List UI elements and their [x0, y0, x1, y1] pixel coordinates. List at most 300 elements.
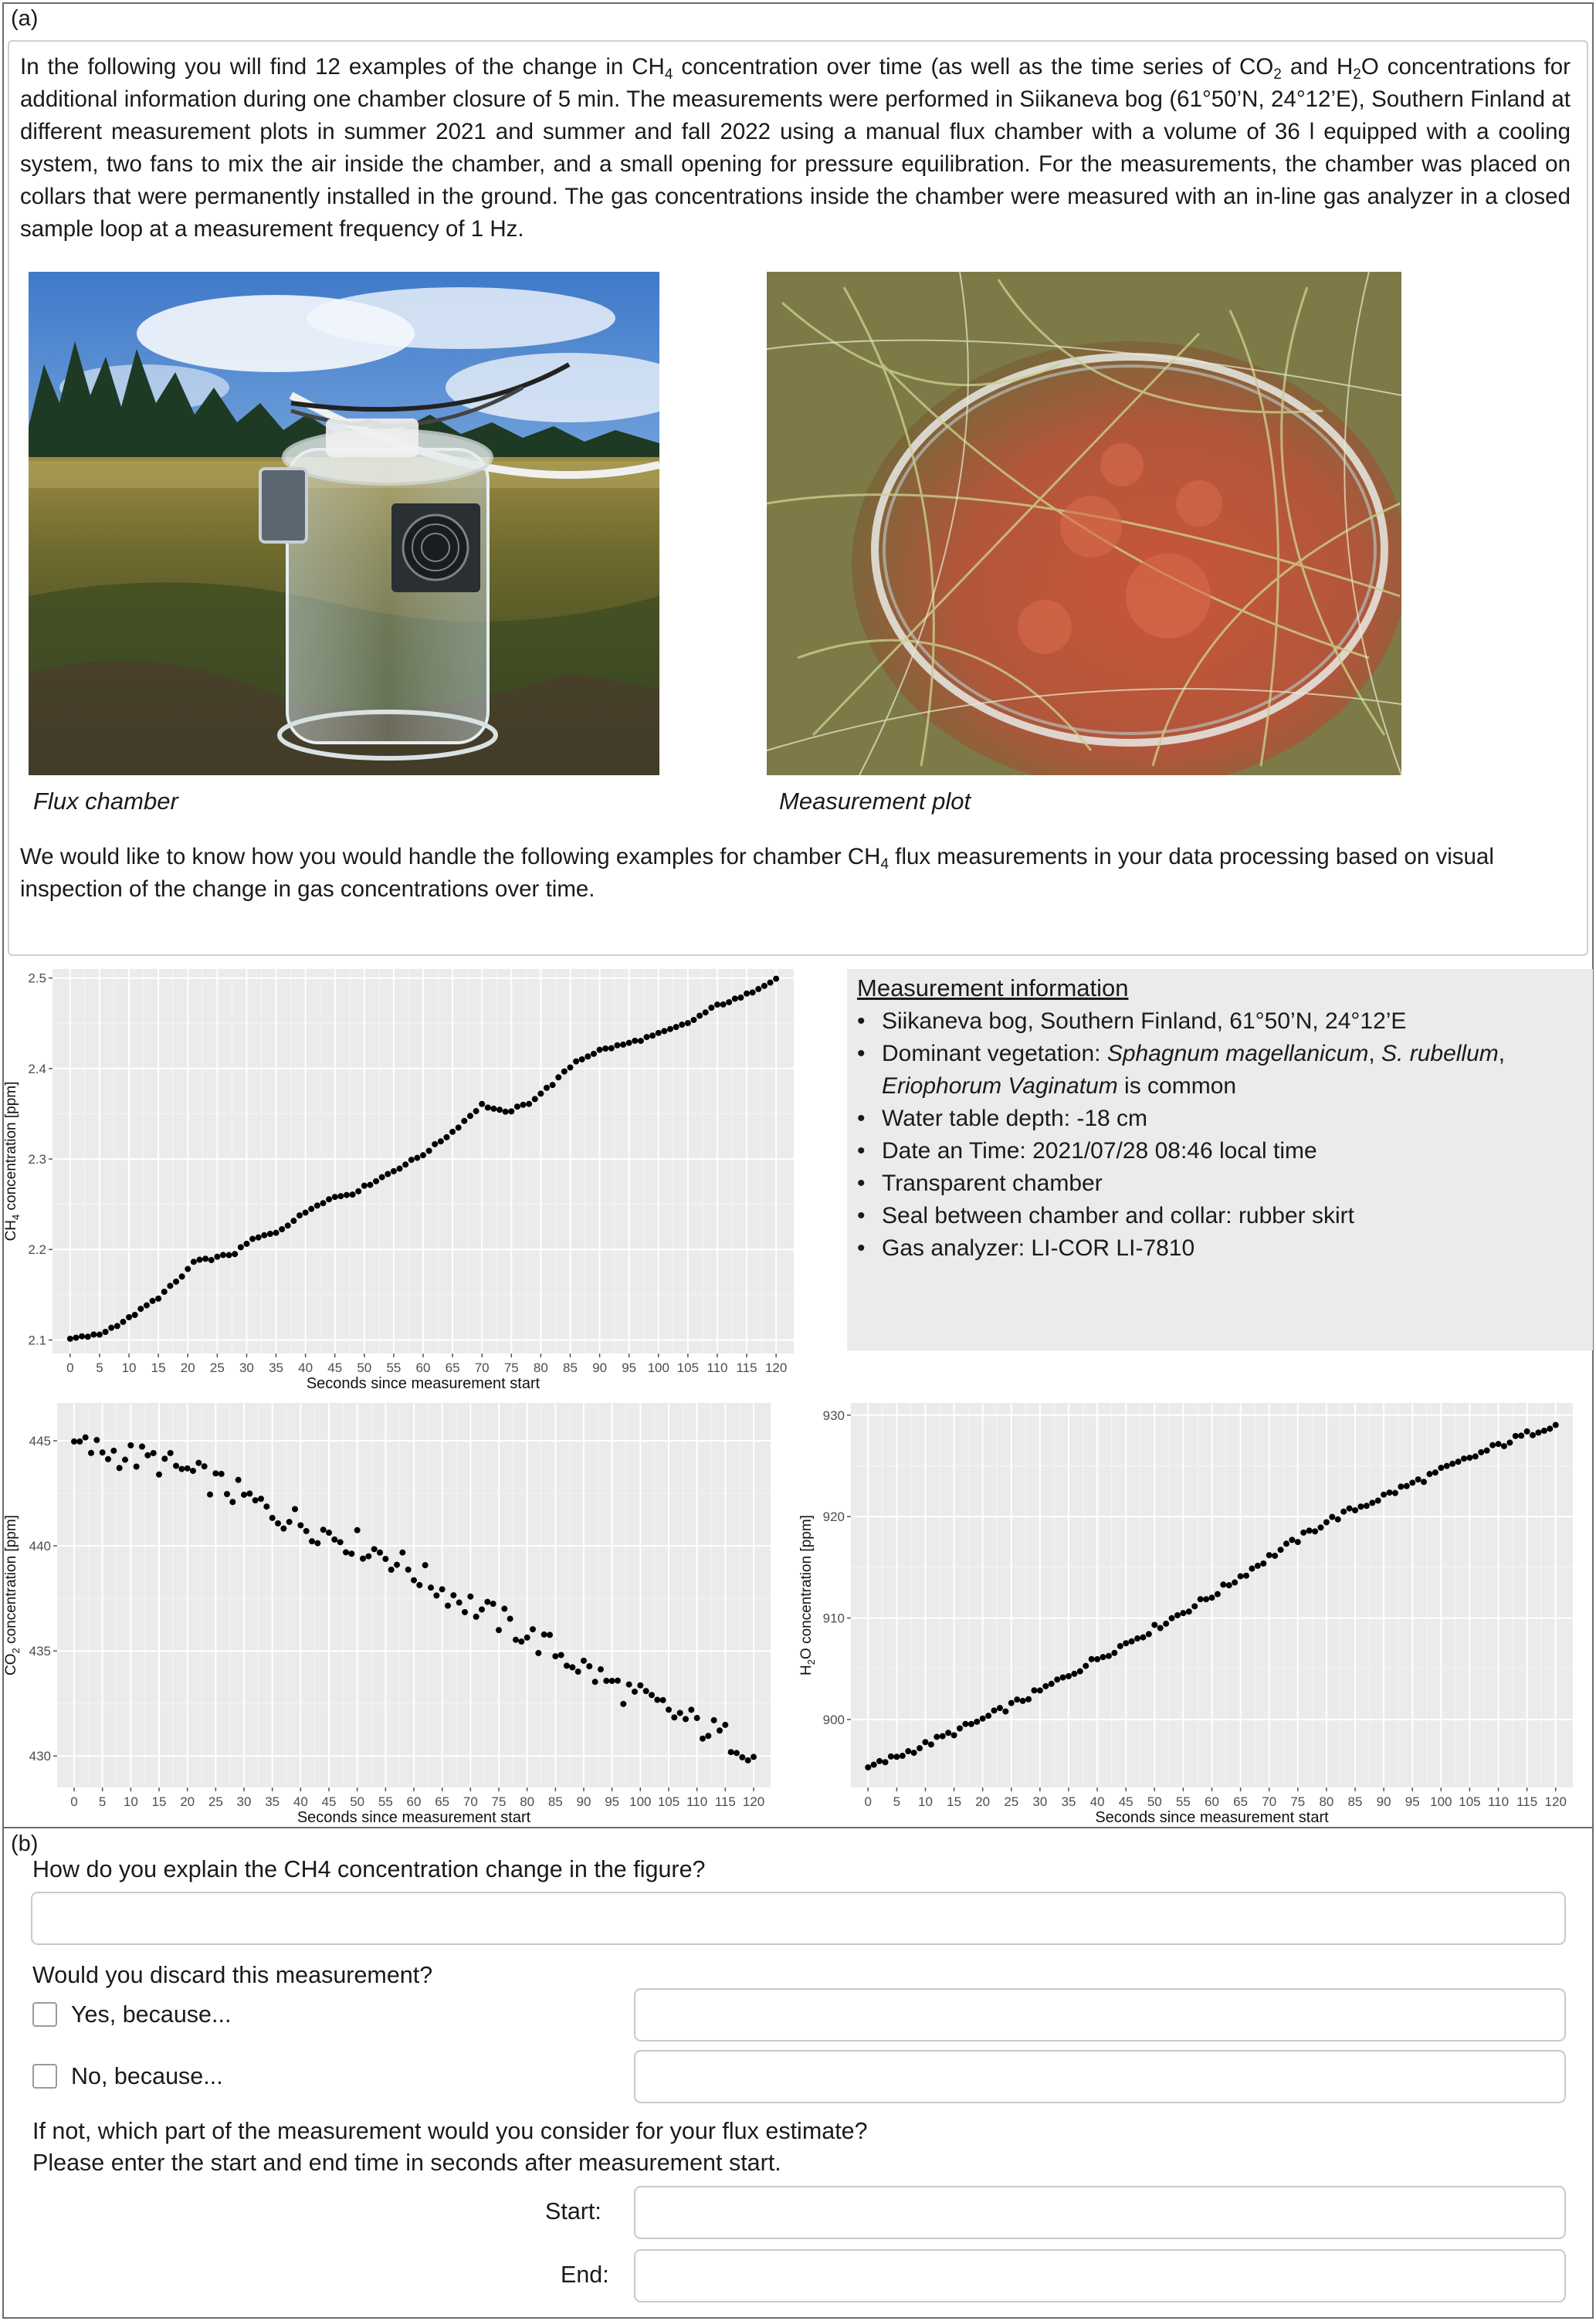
co2-data-point — [371, 1546, 378, 1552]
h2o-data-point — [1506, 1439, 1513, 1445]
start-label: Start: — [545, 2198, 601, 2224]
ch4-data-point — [744, 991, 750, 997]
h2o-data-point — [1089, 1656, 1095, 1662]
ch4-x-tick-label: 45 — [327, 1360, 343, 1375]
co2-data-point — [722, 1722, 728, 1728]
h2o-x-tick-label: 100 — [1430, 1794, 1452, 1809]
h2o-x-tick-label: 50 — [1147, 1794, 1162, 1809]
h2o-data-point — [1329, 1514, 1335, 1520]
co2-data-point — [615, 1678, 621, 1684]
ch4-data-point — [473, 1108, 479, 1114]
co2-data-point — [394, 1562, 400, 1568]
ch4-data-point — [561, 1069, 568, 1075]
co2-data-point — [110, 1448, 117, 1454]
ch4-data-point — [626, 1040, 632, 1046]
info-vegetation: • Dominant vegetation: Sphagnum magellanicum, S. rubellum, Eriophorum Vaginatum is common — [856, 1038, 1574, 1103]
h2o-data-point — [1295, 1539, 1301, 1545]
co2-data-point — [229, 1499, 236, 1505]
ch4-data-point — [126, 1314, 132, 1320]
h2o-data-point — [1025, 1696, 1032, 1703]
co2-data-point — [134, 1463, 140, 1469]
h2o-data-point — [1226, 1582, 1232, 1588]
ch4-data-point — [232, 1251, 238, 1257]
ch4-data-point — [308, 1206, 314, 1212]
yes-reason-input[interactable] — [634, 1988, 1566, 2041]
h2o-data-point — [917, 1745, 923, 1751]
co2-data-point — [479, 1606, 485, 1612]
h2o-y-tick-label: 900 — [822, 1712, 845, 1727]
co2-data-point — [609, 1678, 615, 1684]
co2-data-point — [195, 1460, 202, 1466]
co2-data-point — [388, 1567, 395, 1573]
co2-x-tick-label: 70 — [463, 1794, 478, 1809]
h2o-data-point — [1444, 1463, 1450, 1469]
h2o-data-point — [1157, 1625, 1164, 1631]
h2o-data-point — [957, 1725, 963, 1731]
ch4-data-point — [385, 1171, 391, 1177]
h2o-x-tick-label: 55 — [1175, 1794, 1191, 1809]
ch4-data-point — [108, 1325, 114, 1331]
co2-data-point — [734, 1750, 740, 1756]
ch4-x-tick-label: 65 — [445, 1360, 460, 1375]
co2-data-point — [717, 1727, 723, 1733]
no-checkbox[interactable] — [32, 2064, 57, 2089]
ch4-x-tick-label: 120 — [764, 1360, 788, 1375]
h2o-data-point — [1123, 1640, 1129, 1646]
ch4-data-point — [608, 1045, 615, 1052]
ch4-x-tick-label: 30 — [239, 1360, 254, 1375]
co2-data-point — [360, 1556, 366, 1562]
co2-x-tick-label: 85 — [547, 1794, 563, 1809]
ch4-data-point — [685, 1020, 691, 1026]
ch4-data-point — [496, 1106, 503, 1113]
ch4-data-point — [344, 1192, 350, 1198]
h2o-data-point — [1375, 1497, 1381, 1503]
co2-data-point — [513, 1637, 519, 1643]
section-a-label: (a) — [11, 6, 39, 31]
co2-data-point — [219, 1471, 225, 1477]
h2o-data-point — [900, 1753, 906, 1759]
co2-data-point — [473, 1614, 479, 1620]
h2o-data-point — [1060, 1675, 1066, 1681]
co2-x-tick-label: 120 — [742, 1794, 765, 1809]
co2-data-point — [139, 1444, 145, 1450]
ch4-data-point — [226, 1252, 232, 1259]
h2o-data-point — [888, 1753, 894, 1760]
co2-data-point — [105, 1456, 111, 1462]
ch4-data-point — [443, 1134, 449, 1140]
outro-text: We would like to know how you would handle the following examples for chamber $CH_4$ flux measurements in your data processing based on visual inspection of the change in gas concentrations over time. — [20, 844, 1494, 902]
co2-data-point — [258, 1496, 264, 1502]
h2o-data-point — [1398, 1483, 1404, 1489]
ch4-data-point — [420, 1152, 426, 1158]
co2-data-point — [558, 1652, 564, 1658]
ch4-x-tick-label: 110 — [707, 1360, 728, 1375]
ch4-data-point — [191, 1259, 197, 1265]
co2-x-tick-label: 25 — [208, 1794, 223, 1809]
ch4-data-point — [150, 1298, 156, 1304]
ch4-data-point — [537, 1090, 544, 1096]
co2-data-point — [144, 1452, 151, 1459]
h2o-data-point — [1306, 1527, 1313, 1533]
h2o-data-point — [1037, 1687, 1043, 1693]
co2-data-point — [382, 1556, 388, 1562]
flux-chamber-photo — [29, 272, 659, 775]
h2o-x-tick-label: 25 — [1004, 1794, 1019, 1809]
co2-data-point — [666, 1706, 672, 1713]
h2o-data-point — [1151, 1621, 1157, 1628]
section-b-label: (b) — [11, 1831, 39, 1856]
ch4-data-point — [367, 1182, 373, 1188]
ch4-data-point — [690, 1017, 696, 1023]
ch4-data-point — [220, 1252, 226, 1258]
ch4-x-tick-label: 35 — [269, 1360, 283, 1375]
ch4-data-point — [720, 1001, 727, 1008]
co2-x-tick-label: 0 — [70, 1794, 78, 1809]
co2-data-point — [314, 1540, 320, 1547]
ch4-data-point — [514, 1103, 520, 1110]
ch4-data-point — [726, 999, 732, 1005]
ch4-data-point — [273, 1230, 280, 1236]
co2-x-tick-label: 35 — [265, 1794, 280, 1809]
ch4-x-tick-label: 10 — [121, 1360, 137, 1375]
h2o-data-point — [1066, 1673, 1072, 1679]
co2-data-point — [405, 1567, 412, 1573]
co2-data-point — [297, 1522, 303, 1528]
ch4-y-tick-label: 2.4 — [28, 1061, 46, 1076]
h2o-data-point — [893, 1753, 900, 1760]
co2-data-point — [292, 1506, 298, 1513]
ch4-data-point — [249, 1236, 256, 1242]
info-water-table: • Water table depth: -18 cm — [856, 1103, 1574, 1135]
h2o-data-point — [1535, 1429, 1541, 1435]
co2-data-point — [156, 1472, 162, 1478]
h2o-data-point — [951, 1732, 957, 1738]
no-reason-input[interactable] — [634, 2050, 1566, 2103]
yes-checkbox[interactable] — [32, 2002, 57, 2027]
co2-data-point — [711, 1717, 717, 1723]
ch4-data-point — [414, 1155, 420, 1161]
co2-data-point — [490, 1601, 496, 1607]
h2o-data-point — [968, 1721, 974, 1727]
co2-data-point — [117, 1465, 123, 1471]
co2-data-point — [411, 1577, 417, 1584]
ch4-data-point — [402, 1161, 408, 1167]
ch4-data-point — [438, 1138, 444, 1144]
ch4-data-point — [320, 1200, 326, 1206]
ch4-concentration-chart — [0, 961, 803, 1394]
co2-y-axis-label: $CO_2$ concentration [ppm] — [3, 1515, 22, 1676]
h2o-data-point — [1220, 1581, 1226, 1587]
ch4-data-point — [656, 1030, 662, 1036]
h2o-x-tick-label: 35 — [1061, 1794, 1076, 1809]
co2-data-point — [501, 1606, 507, 1612]
co2-data-point — [660, 1697, 666, 1703]
h2o-data-point — [1547, 1425, 1553, 1432]
co2-data-point — [507, 1616, 513, 1622]
co2-data-point — [450, 1592, 456, 1598]
h2o-data-point — [1266, 1552, 1272, 1558]
ch4-y-axis-label: $CH_4$ concentration [ppm] — [3, 1081, 22, 1242]
ch4-data-point — [397, 1166, 403, 1172]
co2-data-point — [694, 1715, 700, 1721]
intro-text: In the following you will find 12 examples of the change in $CH_4$ concentration over time (as well as the time series of $CO_2$ and $H_2O$ concentrations for additional information during one chamber closure of 5 min. The measurements were performed in Siikaneva bog (61°50’N, 24°12’E), Southern Finland at different measurement plots in summer 2021 and summer and fall 2022 using a manual flux chamber with a volume of 36 l equipped with a cooling system, two fans to mix the air inside the chamber, and a small opening for pressure equilibration. For the measurements, the chamber was placed on collars that were permanently installed in the ground. The gas concentrations inside the chamber were measured with an in-line gas analyzer in a closed sample loop at a measurement frequency of 1 Hz. — [20, 54, 1571, 242]
co2-x-tick-label: 15 — [151, 1794, 167, 1809]
h2o-x-tick-label: 15 — [947, 1794, 962, 1809]
co2-x-tick-label: 50 — [350, 1794, 365, 1809]
ch4-data-point — [597, 1047, 603, 1053]
ch4-data-point — [408, 1157, 415, 1163]
h2o-data-point — [1249, 1566, 1255, 1572]
ch4-x-tick-label: 25 — [209, 1360, 225, 1375]
co2-x-tick-label: 95 — [605, 1794, 620, 1809]
h2o-data-point — [1369, 1499, 1375, 1506]
co2-data-point — [751, 1753, 757, 1760]
co2-data-point — [303, 1528, 310, 1534]
ch4-data-point — [350, 1191, 356, 1198]
co2-x-tick-label: 65 — [435, 1794, 450, 1809]
co2-data-point — [151, 1450, 157, 1456]
h2o-data-point — [1501, 1443, 1507, 1449]
co2-data-point — [547, 1631, 553, 1638]
h2o-data-point — [1513, 1433, 1519, 1439]
co2-data-point — [127, 1442, 134, 1449]
co2-data-point — [241, 1492, 247, 1498]
end-time-input[interactable] — [634, 2249, 1566, 2302]
h2o-data-point — [1100, 1654, 1106, 1660]
ch4-data-point — [202, 1255, 208, 1262]
ch4-y-tick-label: 2.1 — [28, 1333, 46, 1348]
ch4-data-point — [532, 1096, 538, 1102]
flux-chamber-caption: Flux chamber — [33, 788, 178, 815]
co2-data-point — [224, 1491, 230, 1497]
ch4-x-tick-label: 80 — [533, 1360, 548, 1375]
co2-x-tick-label: 60 — [406, 1794, 422, 1809]
h2o-data-point — [1191, 1603, 1198, 1609]
h2o-x-tick-label: 0 — [864, 1794, 872, 1809]
ch4-data-point — [696, 1012, 703, 1018]
start-time-input[interactable] — [634, 2186, 1566, 2239]
ch4-data-point — [503, 1109, 509, 1115]
h2o-data-point — [1530, 1432, 1536, 1438]
h2o-data-point — [1317, 1524, 1323, 1530]
h2o-data-point — [1449, 1461, 1455, 1467]
ch4-data-point — [137, 1306, 144, 1312]
h2o-y-tick-label: 920 — [822, 1509, 845, 1525]
co2-x-tick-label: 110 — [686, 1794, 708, 1809]
explain-input[interactable] — [31, 1892, 1566, 1945]
ch4-data-point — [585, 1053, 591, 1059]
h2o-data-point — [1432, 1469, 1438, 1476]
h2o-data-point — [1272, 1553, 1278, 1559]
info-location: • Siikaneva bog, Southern Finland, 61°50’N, 24°12’E — [856, 1005, 1574, 1038]
co2-data-point — [161, 1455, 168, 1462]
co2-x-axis-label: Seconds since measurement start — [296, 1809, 531, 1826]
h2o-data-point — [1020, 1698, 1026, 1704]
measurement-plot-photo — [767, 272, 1401, 775]
h2o-data-point — [871, 1762, 877, 1768]
ch4-x-tick-label: 100 — [647, 1360, 669, 1375]
h2o-x-tick-label: 60 — [1205, 1794, 1219, 1809]
yes-label: Yes, because... — [71, 2001, 232, 2028]
h2o-x-tick-label: 115 — [1516, 1794, 1538, 1809]
co2-data-point — [365, 1554, 371, 1560]
co2-data-point — [745, 1757, 751, 1764]
ch4-data-point — [120, 1319, 126, 1325]
ch4-x-tick-label: 55 — [386, 1360, 402, 1375]
h2o-data-point — [1541, 1428, 1547, 1434]
h2o-data-point — [1461, 1455, 1467, 1462]
ch4-data-point — [761, 983, 768, 989]
h2o-data-point — [883, 1759, 889, 1765]
h2o-concentration-chart — [795, 1390, 1596, 1826]
h2o-data-point — [1300, 1530, 1306, 1536]
co2-data-point — [343, 1549, 349, 1555]
ch4-data-point — [579, 1056, 585, 1062]
h2o-data-point — [865, 1764, 871, 1770]
ch4-x-tick-label: 20 — [180, 1360, 195, 1375]
co2-data-point — [337, 1539, 344, 1545]
co2-data-point — [728, 1749, 734, 1755]
co2-data-point — [348, 1550, 354, 1557]
question-interval-line1: If not, which part of the measurement would you consider for your flux estimate? — [32, 2118, 868, 2144]
ch4-data-point — [620, 1042, 626, 1048]
ch4-data-point — [602, 1045, 608, 1052]
h2o-x-tick-label: 105 — [1459, 1794, 1481, 1809]
co2-x-tick-label: 20 — [180, 1794, 195, 1809]
ch4-data-point — [290, 1218, 296, 1224]
ch4-data-point — [238, 1244, 244, 1250]
h2o-data-point — [928, 1741, 934, 1747]
ch4-data-point — [314, 1202, 320, 1208]
h2o-x-tick-label: 30 — [1032, 1794, 1048, 1809]
h2o-data-point — [1381, 1492, 1387, 1498]
ch4-data-point — [214, 1254, 220, 1260]
h2o-data-point — [1484, 1448, 1490, 1454]
co2-data-point — [462, 1609, 468, 1615]
co2-data-point — [552, 1653, 558, 1659]
h2o-data-point — [1054, 1676, 1060, 1682]
h2o-x-tick-label: 95 — [1405, 1794, 1420, 1809]
h2o-x-tick-label: 75 — [1290, 1794, 1306, 1809]
co2-x-tick-label: 55 — [378, 1794, 393, 1809]
ch4-y-tick-label: 2.2 — [28, 1242, 46, 1258]
co2-data-point — [467, 1594, 473, 1600]
h2o-data-point — [1163, 1621, 1169, 1627]
co2-data-point — [286, 1519, 293, 1525]
co2-data-point — [207, 1492, 213, 1498]
h2o-data-point — [1409, 1479, 1415, 1486]
ch4-data-point — [361, 1183, 368, 1189]
ch4-x-tick-label: 50 — [357, 1360, 372, 1375]
co2-data-point — [76, 1438, 83, 1445]
ch4-data-point — [520, 1102, 527, 1108]
ch4-data-point — [673, 1024, 679, 1030]
co2-data-point — [569, 1664, 575, 1670]
ch4-data-point — [185, 1266, 191, 1272]
ch4-data-point — [79, 1333, 85, 1340]
co2-data-point — [541, 1631, 547, 1638]
co2-x-tick-label: 100 — [629, 1794, 652, 1809]
h2o-data-point — [1209, 1594, 1215, 1601]
co2-x-tick-label: 45 — [321, 1794, 337, 1809]
co2-data-point — [586, 1663, 592, 1669]
h2o-data-point — [1117, 1643, 1123, 1649]
ch4-data-point — [267, 1231, 273, 1237]
h2o-x-tick-label: 40 — [1089, 1794, 1105, 1809]
h2o-data-point — [1077, 1669, 1083, 1675]
h2o-data-point — [980, 1716, 986, 1722]
ch4-data-point — [85, 1333, 91, 1340]
h2o-x-tick-label: 70 — [1262, 1794, 1277, 1809]
ch4-data-point — [355, 1188, 361, 1194]
co2-data-point — [535, 1650, 541, 1656]
ch4-data-point — [632, 1038, 638, 1044]
ch4-data-point — [379, 1174, 385, 1181]
ch4-x-tick-label: 40 — [298, 1360, 313, 1375]
info-chamber: • Transparent chamber — [856, 1167, 1574, 1200]
ch4-data-point — [337, 1193, 344, 1199]
h2o-data-point — [997, 1705, 1003, 1711]
co2-data-point — [581, 1658, 587, 1664]
co2-data-point — [456, 1600, 463, 1606]
h2o-data-point — [1553, 1422, 1559, 1428]
ch4-x-tick-label: 75 — [503, 1360, 519, 1375]
ch4-data-point — [703, 1009, 709, 1015]
co2-data-point — [252, 1497, 259, 1503]
h2o-data-point — [1489, 1442, 1496, 1449]
co2-data-point — [445, 1603, 451, 1609]
ch4-data-point — [243, 1241, 249, 1247]
co2-data-point — [637, 1682, 643, 1689]
h2o-data-point — [985, 1713, 991, 1719]
h2o-data-point — [1438, 1465, 1444, 1471]
h2o-data-point — [1002, 1709, 1008, 1715]
co2-data-point — [320, 1526, 327, 1533]
co2-data-point — [654, 1696, 660, 1703]
co2-data-point — [564, 1662, 570, 1669]
no-label: No, because... — [71, 2063, 223, 2089]
ch4-x-tick-label: 15 — [151, 1360, 166, 1375]
ch4-data-point — [326, 1196, 332, 1202]
co2-x-tick-label: 115 — [714, 1794, 736, 1809]
ch4-data-point — [567, 1064, 573, 1070]
co2-data-point — [178, 1466, 185, 1472]
h2o-data-point — [940, 1733, 946, 1740]
co2-x-tick-label: 40 — [293, 1794, 308, 1809]
h2o-x-tick-label: 65 — [1233, 1794, 1249, 1809]
ch4-data-point — [114, 1323, 120, 1329]
co2-data-point — [88, 1450, 94, 1456]
h2o-data-point — [1289, 1537, 1295, 1543]
co2-data-point — [202, 1463, 208, 1469]
ch4-x-tick-label: 105 — [676, 1360, 700, 1375]
measurement-plot-caption: Measurement plot — [779, 788, 971, 815]
h2o-data-point — [1478, 1449, 1484, 1455]
co2-x-tick-label: 75 — [491, 1794, 507, 1809]
h2o-data-point — [1352, 1507, 1358, 1513]
h2o-x-axis-label: Seconds since measurement start — [1095, 1809, 1329, 1826]
co2-data-point — [705, 1733, 711, 1739]
ch4-data-point — [285, 1222, 291, 1228]
h2o-x-tick-label: 85 — [1347, 1794, 1363, 1809]
co2-data-point — [524, 1635, 530, 1641]
h2o-data-point — [1455, 1459, 1462, 1465]
ch4-data-point — [485, 1104, 491, 1110]
h2o-data-point — [945, 1730, 951, 1736]
co2-data-point — [422, 1562, 429, 1568]
h2o-data-point — [934, 1733, 940, 1740]
